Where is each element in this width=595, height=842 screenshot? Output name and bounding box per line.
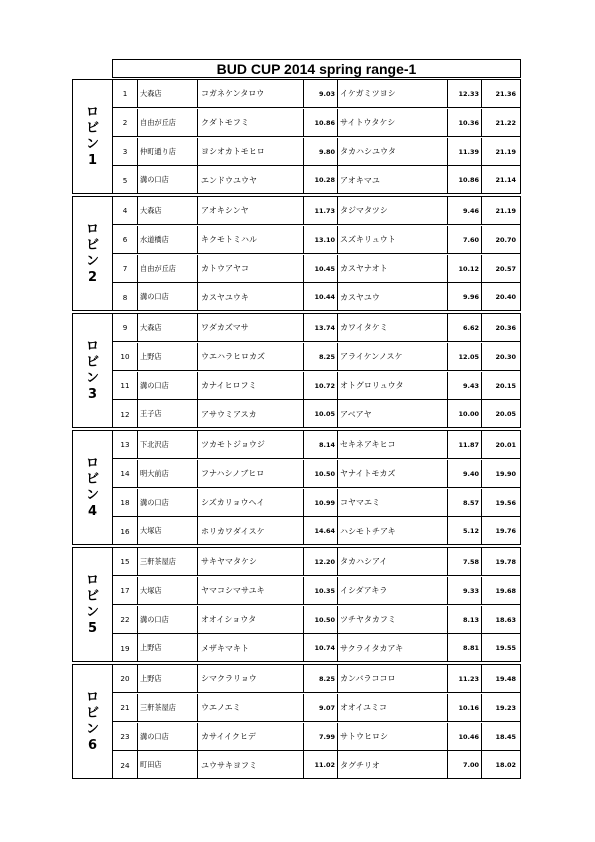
player2-name: オトグロリュウタ xyxy=(338,372,448,399)
player1-score: 9.80 xyxy=(304,138,338,165)
player2-score: 10.86 xyxy=(448,166,482,194)
table-row xyxy=(113,517,520,545)
entry-number: 20 xyxy=(113,665,138,692)
entry-number: 11 xyxy=(113,372,138,399)
player2-score: 5.12 xyxy=(448,517,482,545)
table-row xyxy=(113,634,520,662)
player1-score: 11.02 xyxy=(304,751,338,779)
player1-name: シズカリョウヘイ xyxy=(198,489,304,516)
table-row xyxy=(113,283,520,311)
player1-name: エンドウユウヤ xyxy=(198,166,304,194)
total-score: 20.15 xyxy=(495,381,516,390)
player2-score: 8.13 xyxy=(448,606,482,633)
total-score: 19.68 xyxy=(495,586,516,595)
player1-name: ヨシオカトモヒロ xyxy=(198,138,304,165)
player1-score: 10.28 xyxy=(304,166,338,194)
player2-score: 7.00 xyxy=(448,751,482,779)
group-label xyxy=(73,197,113,310)
player2-name: タカハシユウタ xyxy=(338,138,448,165)
table-row xyxy=(113,226,520,254)
group-label-char: ン xyxy=(85,721,99,737)
total-score: 20.70 xyxy=(495,235,516,244)
player1-score: 10.05 xyxy=(304,400,338,428)
total-score: 20.05 xyxy=(495,410,516,418)
player2-score: 11.23 xyxy=(448,665,482,692)
robin-group xyxy=(72,196,521,311)
group-label xyxy=(73,80,113,193)
player2-score: 12.33 xyxy=(448,80,482,107)
player2-score: 10.36 xyxy=(448,109,482,136)
player1-score: 13.74 xyxy=(304,314,338,341)
player2-name: ハシモトチアキ xyxy=(338,517,448,545)
total-score: 21.19 xyxy=(495,147,516,156)
player2-score: 10.12 xyxy=(448,255,482,282)
entry-number: 21 xyxy=(113,694,138,721)
total-score: 20.01 xyxy=(495,440,516,449)
total-score: 19.23 xyxy=(495,703,516,712)
entry-number: 3 xyxy=(113,138,138,165)
table-row xyxy=(113,460,520,488)
table-row xyxy=(113,665,520,693)
entry-number: 1 xyxy=(113,80,138,107)
robin-group xyxy=(72,79,521,194)
table-row xyxy=(113,723,520,751)
group-label-char: ビ xyxy=(85,471,99,487)
entry-number: 17 xyxy=(113,577,138,604)
player2-name: カスヤナオト xyxy=(338,255,448,282)
entry-number: 10 xyxy=(113,343,138,370)
player1-score: 10.50 xyxy=(304,606,338,633)
player2-name: アオキマユ xyxy=(338,166,448,194)
group-label-char: ビ xyxy=(85,120,99,136)
player2-score: 9.96 xyxy=(448,283,482,311)
shop-name: 溝の口店 xyxy=(138,372,198,399)
player2-score: 10.46 xyxy=(448,723,482,750)
group-label-char: 5 xyxy=(87,620,98,636)
entry-number: 16 xyxy=(113,517,138,545)
table-row xyxy=(113,255,520,283)
entry-number: 8 xyxy=(113,283,138,311)
player2-score: 10.16 xyxy=(448,694,482,721)
entry-number: 23 xyxy=(113,723,138,750)
player2-score: 8.57 xyxy=(448,489,482,516)
total-score: 20.57 xyxy=(495,264,516,273)
group-label-char: ロ xyxy=(85,455,99,471)
shop-name: 大塚店 xyxy=(138,577,198,604)
total-score: 21.19 xyxy=(495,206,516,215)
player1-score: 8.14 xyxy=(304,431,338,458)
entry-number: 24 xyxy=(113,751,138,779)
shop-name: 大森店 xyxy=(138,314,198,341)
player1-score: 10.72 xyxy=(304,372,338,399)
player1-score: 9.07 xyxy=(304,694,338,721)
group-label xyxy=(73,665,113,778)
group-label-char: ロ xyxy=(85,572,99,588)
player2-name: タグチリオ xyxy=(338,751,448,779)
player2-name: オオイユミコ xyxy=(338,694,448,721)
entry-number: 2 xyxy=(113,109,138,136)
player1-name: ヤマコシマサユキ xyxy=(198,577,304,604)
total-score: 20.40 xyxy=(495,293,516,301)
shop-name: 明大前店 xyxy=(138,460,198,487)
total-score: 19.55 xyxy=(495,644,516,652)
player2-name: ヤナイトモカズ xyxy=(338,460,448,487)
group-label-char: 3 xyxy=(87,386,98,402)
group-label-char: ビ xyxy=(85,354,99,370)
total-score: 20.36 xyxy=(495,323,516,332)
player2-score: 9.33 xyxy=(448,577,482,604)
player2-name: カスヤユウ xyxy=(338,283,448,311)
shop-name: 溝の口店 xyxy=(138,283,198,311)
robin-group xyxy=(72,664,521,779)
player1-score: 10.99 xyxy=(304,489,338,516)
shop-name: 溝の口店 xyxy=(138,489,198,516)
player1-score: 10.44 xyxy=(304,283,338,311)
table-row xyxy=(113,166,520,194)
table-row xyxy=(113,138,520,166)
total-score: 21.22 xyxy=(495,118,516,127)
player1-name: ウエハラヒロカズ xyxy=(198,343,304,370)
player1-score: 9.03 xyxy=(304,80,338,107)
player1-name: メザキマキト xyxy=(198,634,304,662)
player1-score: 13.10 xyxy=(304,226,338,253)
player2-name: セキネアキヒコ xyxy=(338,431,448,458)
player1-name: カナイヒロフミ xyxy=(198,372,304,399)
player1-name: シマクラリョウ xyxy=(198,665,304,692)
table-row xyxy=(113,751,520,779)
total-score: 19.48 xyxy=(495,674,516,683)
player1-name: ユウサキヨフミ xyxy=(198,751,304,779)
shop-name: 自由が丘店 xyxy=(138,255,198,282)
player1-name: ツカモトジョウジ xyxy=(198,431,304,458)
shop-name: 町田店 xyxy=(138,751,198,779)
player1-name: サキヤマタケシ xyxy=(198,548,304,575)
shop-name: 上野店 xyxy=(138,634,198,662)
player1-name: ウエノエミ xyxy=(198,694,304,721)
entry-number: 5 xyxy=(113,166,138,194)
player2-name: アベアヤ xyxy=(338,400,448,428)
entry-number: 22 xyxy=(113,606,138,633)
player2-score: 8.81 xyxy=(448,634,482,662)
player1-score: 10.86 xyxy=(304,109,338,136)
player1-name: カトウアヤコ xyxy=(198,255,304,282)
robin-group xyxy=(72,430,521,545)
entry-number: 18 xyxy=(113,489,138,516)
player1-name: コガネケンタロウ xyxy=(198,80,304,107)
player1-name: アサウミアスカ xyxy=(198,400,304,428)
player1-name: クダトモフミ xyxy=(198,109,304,136)
table-row xyxy=(113,372,520,400)
player2-score: 12.05 xyxy=(448,343,482,370)
player2-name: ツチヤタカフミ xyxy=(338,606,448,633)
total-score: 18.45 xyxy=(495,732,516,741)
group-label-char: ン xyxy=(85,253,99,269)
table-row xyxy=(113,109,520,137)
table-row xyxy=(113,577,520,605)
shop-name: 上野店 xyxy=(138,343,198,370)
entry-number: 19 xyxy=(113,634,138,662)
entry-number: 12 xyxy=(113,400,138,428)
total-score: 19.78 xyxy=(495,557,516,566)
group-label-char: ロ xyxy=(85,689,99,705)
player2-name: アライケンノスケ xyxy=(338,343,448,370)
player2-score: 10.00 xyxy=(448,400,482,428)
entry-number: 4 xyxy=(113,197,138,224)
table-row xyxy=(113,343,520,371)
player2-name: サクライタカアキ xyxy=(338,634,448,662)
shop-name: 水道橋店 xyxy=(138,226,198,253)
player2-name: カンバラココロ xyxy=(338,665,448,692)
player1-score: 14.64 xyxy=(304,517,338,545)
shop-name: 溝の口店 xyxy=(138,723,198,750)
group-label xyxy=(73,548,113,661)
player1-score: 8.25 xyxy=(304,343,338,370)
player1-score: 10.45 xyxy=(304,255,338,282)
shop-name: 溝の口店 xyxy=(138,606,198,633)
group-label-char: 1 xyxy=(87,152,98,168)
player1-name: カスヤユウキ xyxy=(198,283,304,311)
group-label-char: ン xyxy=(85,487,99,503)
entry-number: 15 xyxy=(113,548,138,575)
entry-number: 7 xyxy=(113,255,138,282)
group-label-char: 2 xyxy=(87,269,98,285)
player1-name: オオイショウタ xyxy=(198,606,304,633)
table-row xyxy=(113,606,520,634)
table-row xyxy=(113,548,520,576)
robin-group xyxy=(72,313,521,428)
player2-name: タカハシアイ xyxy=(338,548,448,575)
group-label-char: ビ xyxy=(85,237,99,253)
total-score: 19.90 xyxy=(495,469,516,478)
group-label-char: ロ xyxy=(85,221,99,237)
player1-name: ホリカワダイスケ xyxy=(198,517,304,545)
group-label xyxy=(73,314,113,427)
shop-name: 上野店 xyxy=(138,665,198,692)
player1-name: キクモトミハル xyxy=(198,226,304,253)
player2-score: 11.87 xyxy=(448,431,482,458)
player1-score: 12.20 xyxy=(304,548,338,575)
table-row xyxy=(113,400,520,428)
entry-number: 13 xyxy=(113,431,138,458)
player1-score: 10.35 xyxy=(304,577,338,604)
player2-name: コヤマエミ xyxy=(338,489,448,516)
total-score: 18.63 xyxy=(495,615,516,624)
group-label-char: ロ xyxy=(85,104,99,120)
shop-name: 自由が丘店 xyxy=(138,109,198,136)
player1-score: 7.99 xyxy=(304,723,338,750)
group-label-char: 4 xyxy=(87,503,98,519)
group-label-char: ン xyxy=(85,604,99,620)
player1-name: カサイイクヒデ xyxy=(198,723,304,750)
total-score: 19.76 xyxy=(495,527,516,535)
group-label-char: ビ xyxy=(85,588,99,604)
player2-name: サイトウタケシ xyxy=(338,109,448,136)
robin-group xyxy=(72,547,521,662)
shop-name: 大森店 xyxy=(138,197,198,224)
group-label-char: ン xyxy=(85,370,99,386)
shop-name: 大塚店 xyxy=(138,517,198,545)
player2-score: 7.60 xyxy=(448,226,482,253)
player1-score: 8.25 xyxy=(304,665,338,692)
entry-number: 6 xyxy=(113,226,138,253)
table-row xyxy=(113,197,520,225)
total-score: 18.02 xyxy=(495,761,516,769)
player2-name: イケガミツヨシ xyxy=(338,80,448,107)
player2-score: 6.62 xyxy=(448,314,482,341)
player2-name: カワイタケミ xyxy=(338,314,448,341)
total-score: 21.36 xyxy=(495,89,516,98)
player1-score: 10.74 xyxy=(304,634,338,662)
group-label-char: ビ xyxy=(85,705,99,721)
player1-name: フナハシノブヒロ xyxy=(198,460,304,487)
player2-score: 9.40 xyxy=(448,460,482,487)
player2-name: サトウヒロシ xyxy=(338,723,448,750)
total-score: 19.56 xyxy=(495,498,516,507)
player1-score: 11.73 xyxy=(304,197,338,224)
shop-name: 仲町通り店 xyxy=(138,138,198,165)
shop-name: 王子店 xyxy=(138,400,198,428)
player2-score: 7.58 xyxy=(448,548,482,575)
total-score: 20.30 xyxy=(495,352,516,361)
table-row xyxy=(113,694,520,722)
group-label-char: 6 xyxy=(87,737,98,753)
shop-name: 三軒茶屋店 xyxy=(138,548,198,575)
entry-number: 14 xyxy=(113,460,138,487)
table-row xyxy=(113,431,520,459)
shop-name: 下北沢店 xyxy=(138,431,198,458)
player2-score: 9.43 xyxy=(448,372,482,399)
table-row xyxy=(113,489,520,517)
group-label-char: ン xyxy=(85,136,99,152)
shop-name: 大森店 xyxy=(138,80,198,107)
entry-number: 9 xyxy=(113,314,138,341)
shop-name: 溝の口店 xyxy=(138,166,198,194)
group-label xyxy=(73,431,113,544)
group-label-char: ロ xyxy=(85,338,99,354)
player1-name: アオキシンヤ xyxy=(198,197,304,224)
player2-name: イシダアキラ xyxy=(338,577,448,604)
player2-name: スズキリュウト xyxy=(338,226,448,253)
player2-score: 11.39 xyxy=(448,138,482,165)
player1-score: 10.50 xyxy=(304,460,338,487)
page-title: BUD CUP 2014 spring range-1 xyxy=(112,59,521,78)
player1-name: ワダカズマサ xyxy=(198,314,304,341)
total-score: 21.14 xyxy=(495,176,516,184)
table-row xyxy=(113,80,520,108)
table-row xyxy=(113,314,520,342)
player2-score: 9.46 xyxy=(448,197,482,224)
player2-name: タジマタツシ xyxy=(338,197,448,224)
shop-name: 三軒茶屋店 xyxy=(138,694,198,721)
